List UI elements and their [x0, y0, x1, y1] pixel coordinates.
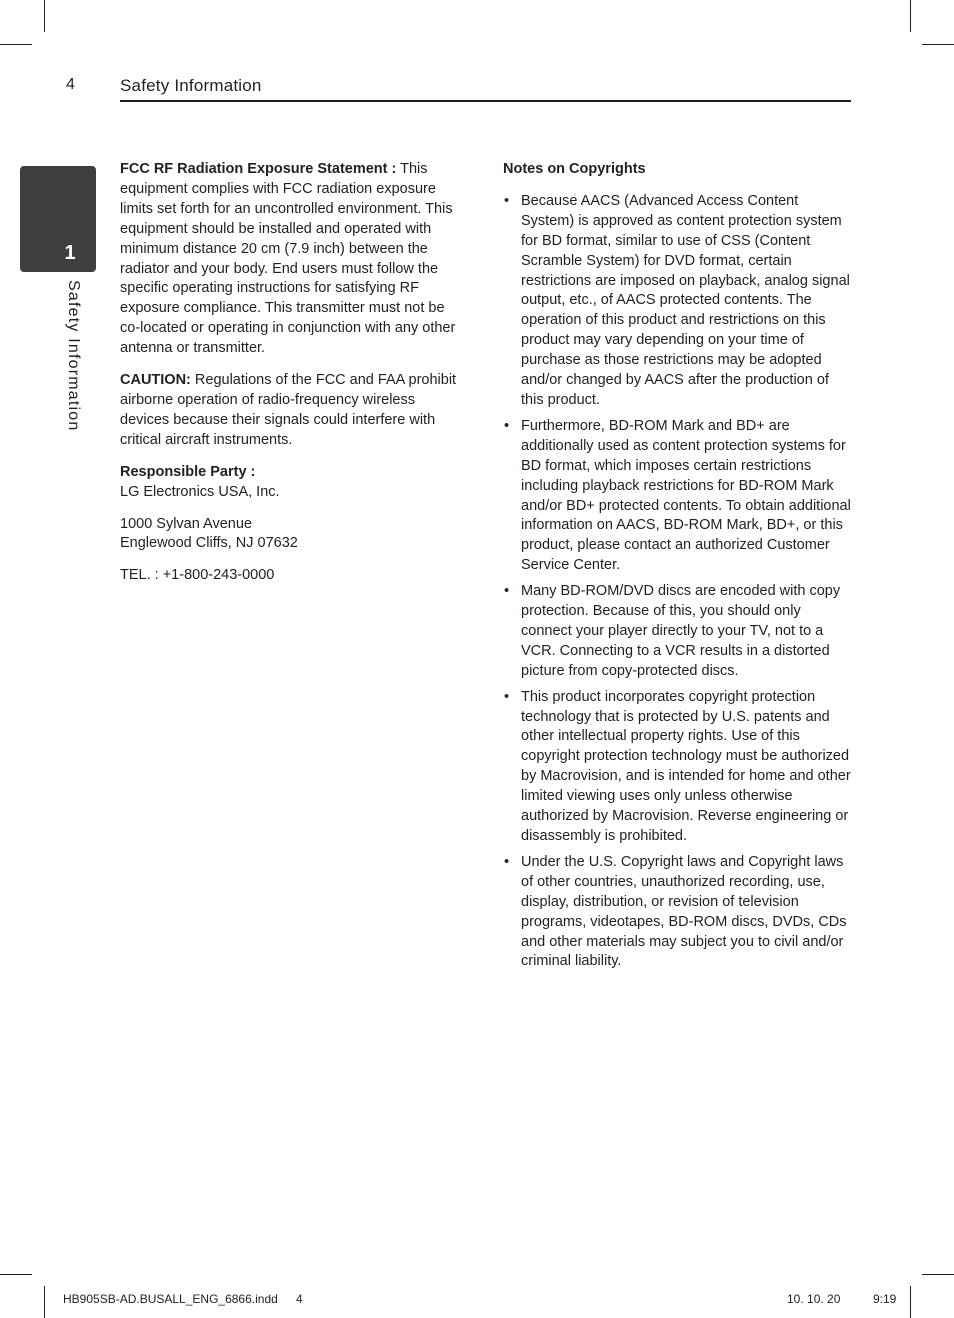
left-column [120, 160, 462, 598]
caution-text: Regulations of the FCC and FAA prohibit airborne operation of radio-frequency wireless devices because their signals could interfere with critical aircraft instruments. [120, 372, 457, 448]
address [120, 515, 462, 555]
crop-mark [922, 1274, 954, 1275]
bullet-icon: • [504, 192, 510, 209]
telephone: TEL. : +1-800-243-0000 [120, 567, 275, 584]
chapter-number: 1 [64, 242, 76, 264]
fcc-heading: FCC RF Radiation Exposure Statement : [120, 161, 397, 177]
bullet-icon: • [504, 853, 510, 870]
list-item-text: Many BD-ROM/DVD discs are encoded with copy protection. Because of this, you should only connect your player directly to your TV, not to a VCR. Connecting to a VCR results in a distorted picture from copy-protected discs. [521, 583, 841, 679]
caution-heading: CAUTION: [120, 372, 191, 389]
footer-time: 9:19 [873, 1292, 897, 1306]
chapter-label: Safety Information [65, 280, 82, 432]
bullet-icon: • [504, 688, 510, 705]
list-item-text: This product incorporates copyright protection technology that is protected by U.S. patents and other intellectual property rights. Use of this copyright protection technology must be authorized by Macrovision, and is intended for home and other limited viewing uses only unless otherwise authorized by Macrovision. Reverse engineering or disassembly is prohibited. [521, 688, 851, 844]
page-number: 4 [66, 76, 75, 93]
list-item-text: Under the U.S. Copyright laws and Copyright laws of other countries, unauthorized recording, use, display, distribution, or revision of television programs, videotapes, BD-ROM discs, DVDs, CDs and other materials may subject you to civil and/or criminal liability. [521, 853, 847, 970]
chapter-tab [20, 166, 96, 272]
footer-filename: HB905SB-AD.BUSALL_ENG_6866.indd [63, 1292, 278, 1306]
page-header [0, 0, 954, 110]
list-item [503, 853, 853, 972]
copyright-heading: Notes on Copyrights [503, 161, 646, 177]
responsible-party-name: LG Electronics USA, Inc. [120, 483, 280, 500]
header-divider [120, 100, 851, 102]
responsible-party-heading: Responsible Party : [120, 463, 256, 480]
footer-page-number: 4 [296, 1292, 303, 1306]
address-line: Englewood Cliffs, NJ 07632 [120, 535, 298, 552]
print-footer [0, 1285, 954, 1315]
list-item [503, 192, 853, 411]
bullet-icon: • [504, 417, 510, 434]
list-item [503, 417, 853, 576]
list-item-text: Furthermore, BD-ROM Mark and BD+ are additionally used as content protection systems for BD format, which imposes certain restrictions including playback restrictions for BD-ROM Mark and/or BD+ protected contents. To obtain additional information on AACS, BD-ROM Mark, BD+, or this product, please contact an authorized Customer Service Center. [521, 417, 851, 574]
caution-statement [120, 371, 462, 451]
fcc-statement [120, 160, 462, 359]
fcc-text: This equipment complies with FCC radiation exposure limits set forth for an uncontrolled environment. This equipment should be installed and operated with minimum distance 20 cm (7.9 inch) between the radiator and your body. End users must follow the specific operating instructions for satisfying RF exposure compliance. This transmitter must not be co-located or operating in conjunction with any other antenna or transmitter. [120, 161, 456, 357]
crop-mark [0, 1274, 32, 1275]
right-column [503, 160, 853, 978]
section-title: Safety Information [120, 76, 262, 95]
list-item [503, 688, 853, 847]
responsible-party [120, 463, 462, 503]
list-item-text: Because AACS (Advanced Access Content System) is approved as content protection system for BD format, similar to use of CSS (Content Scramble System) for DVD format, certain restrictions are imposed on playback, analog signal output, etc., of AACS protected contents. The operation of this product and restrictions on this product may vary depending on your time of purchase as those restrictions may be adopted and/or changed by AACS after the production of this product. [521, 192, 850, 408]
address-line: 1000 Sylvan Avenue [120, 515, 252, 532]
copyright-notes-list [503, 192, 853, 972]
footer-date: 10. 10. 20 [787, 1292, 841, 1306]
list-item [503, 582, 853, 682]
bullet-icon: • [504, 583, 510, 600]
